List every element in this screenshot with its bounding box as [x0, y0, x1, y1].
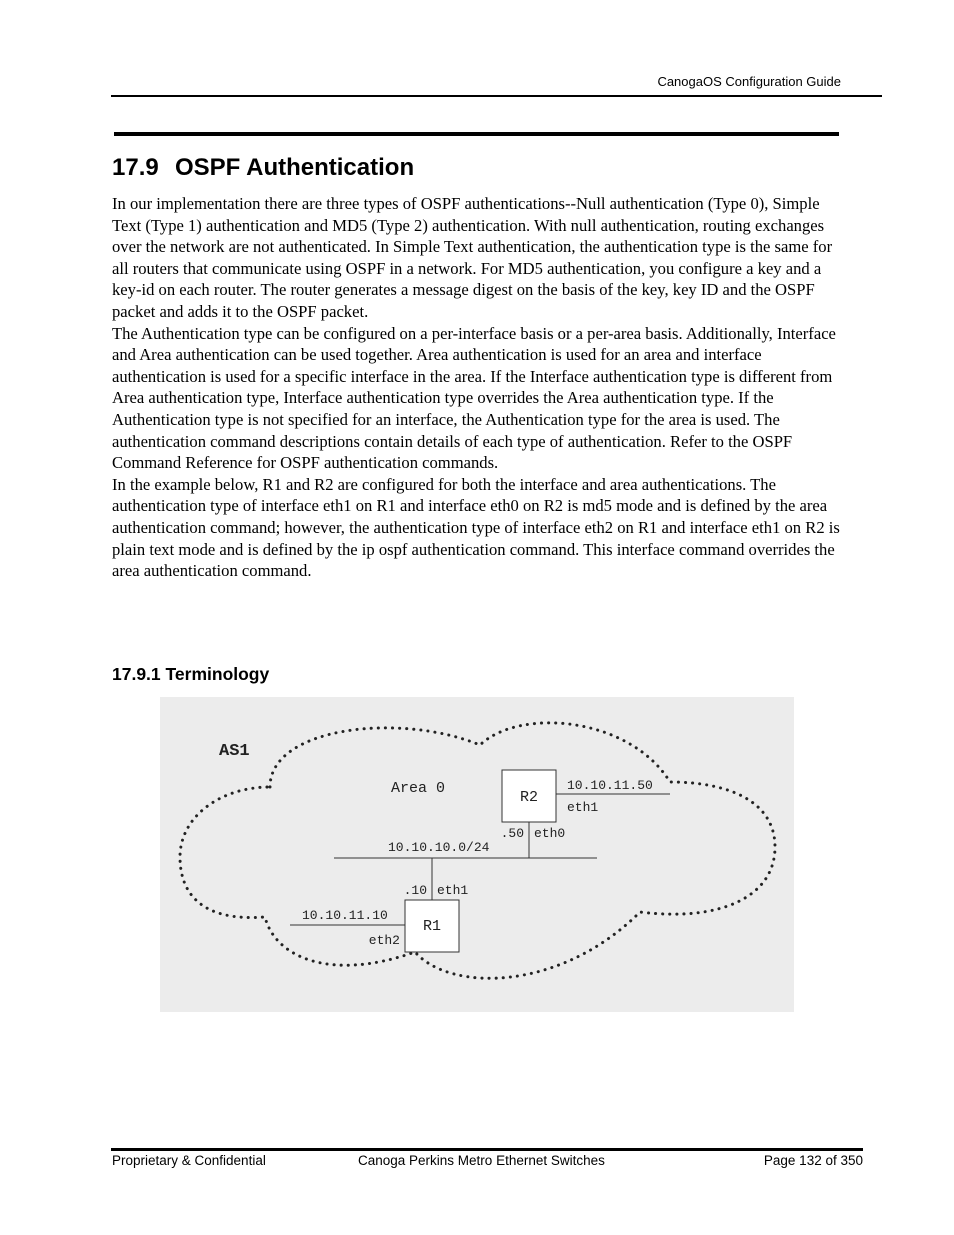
area-label: Area 0 — [391, 780, 446, 797]
paragraph-auth-types: In our implementation there are three types of OSPF authentications--Null authentication (Type 0), Simple Text (Type 1) authentication and MD5 (Type 2) authentication. With null authentication, routing exchanges over the network are not authenticated. In Simple Text authentication, the authentication type is the same for all routers that communicate using OSPF in a network. For MD5 authentication, you configure a key and a key-id on each router. The router generates a message digest on the basis of the key, key ID and the OSPF packet and adds it to the OSPF packet. — [112, 194, 833, 321]
header-rule — [111, 95, 882, 97]
ospf-topology-figure — [160, 697, 794, 1012]
paragraph-auth-config: The Authentication type can be configured on a per-interface basis or a per-area basis. Additionally, Interface and Area authentication can be used together. Area authentication is used for an area and interface authentication is used for a specific interface in the area. If the Interface authentication type is different from Area authentication type, Interface authentication type overrides the Area authentication type. If the Authentication type is not specified for an interface, the Authentication type for the area is used. The authentication command descriptions contain details of each type of authentication. Refer to the OSPF Command Reference for OSPF authentication commands. — [112, 323, 836, 473]
r2-external-interface: eth1 — [567, 800, 599, 815]
r2-external-ip: 10.10.11.50 — [567, 778, 653, 793]
lan-subnet-label: 10.10.10.0/24 — [388, 840, 490, 855]
section-rule — [114, 132, 839, 136]
paragraph-example: In the example below, R1 and R2 are configured for both the interface and area authentications. The authentication type of interface eth1 on R1 and interface eth0 on R2 is md5 mode and is defined by the area authentication command; however, the authentication type of interface eth2 on R1 and interface eth1 on R2 is plain text mode and is defined by the ip ospf authentication command. This interface command overrides the area authentication command. — [112, 474, 840, 581]
footer-left: Proprietary & Confidential — [112, 1153, 266, 1168]
footer-rule — [111, 1148, 863, 1151]
r2-lan-interface: eth0 — [534, 826, 566, 841]
as-label: AS1 — [219, 742, 250, 761]
ospf-topology-diagram — [160, 697, 794, 1012]
section-body — [112, 193, 847, 582]
r2-host-address: .50 — [500, 826, 524, 841]
r1-external-interface: eth2 — [368, 933, 400, 948]
subsection-heading: 17.9.1 Terminology — [112, 664, 270, 684]
r1-host-address: .10 — [403, 883, 427, 898]
router-r1-label: R1 — [422, 918, 442, 935]
r1-lan-interface: eth1 — [437, 883, 469, 898]
section-heading — [112, 154, 414, 182]
router-r2-label: R2 — [519, 789, 539, 806]
r1-external-ip: 10.10.11.10 — [302, 908, 388, 923]
footer-center: Canoga Perkins Metro Ethernet Switches — [358, 1153, 605, 1168]
section-number: 17.9 — [112, 154, 159, 181]
running-header: CanogaOS Configuration Guide — [657, 74, 841, 89]
section-title: OSPF Authentication — [175, 154, 415, 181]
footer-page-number: Page 132 of 350 — [763, 1153, 863, 1168]
